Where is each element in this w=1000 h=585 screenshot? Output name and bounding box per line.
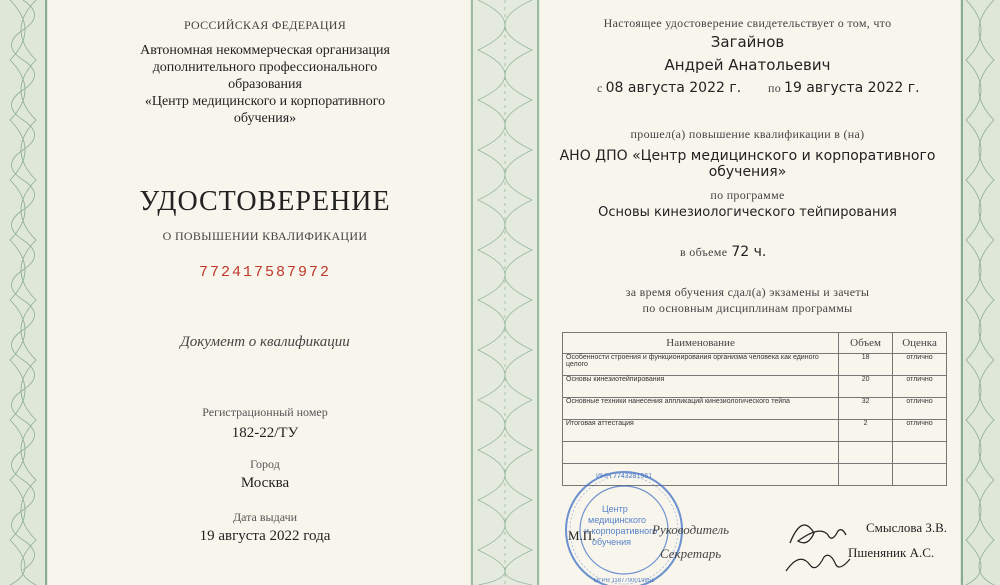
table-header-row (563, 333, 947, 354)
table-row (563, 420, 947, 442)
intro-text: Настоящее удостоверение свидетельствует о том, что (603, 16, 892, 30)
row-hours: 20 (839, 376, 893, 398)
stamp-line: и корпоративного (584, 526, 658, 536)
row-grade: отлично (893, 354, 947, 376)
org-line: «Центр медицинского и корпоративного (144, 94, 386, 109)
head-name: Смыслова З.В. (866, 520, 948, 535)
issue-date-label: Дата выдачи (232, 510, 298, 524)
city-label: Город (250, 457, 280, 471)
table-row (563, 376, 947, 398)
org-line: Автономная некоммерческая организация (140, 43, 390, 58)
left-guilloche-border (0, 0, 48, 585)
passed-text: прошел(а) повышение квалификации в (на) (630, 127, 865, 141)
holder-surname: Загайнов (710, 33, 785, 51)
org-line: образования (228, 77, 302, 92)
row-name: Основные техники нанесения аппликаций кинезиологического тейпа (563, 398, 839, 420)
issue-date-value: 19 августа 2022 года (199, 528, 331, 544)
volume-row (680, 243, 766, 261)
signature-head (780, 505, 860, 580)
org-line: обучения» (233, 111, 297, 126)
header-grade: Оценка (893, 333, 947, 354)
secretary-label: Секретарь (660, 546, 722, 561)
stamp-inn: ИНН 7743281561 (595, 473, 653, 480)
document-title: УДОСТОВЕРЕНИЕ (139, 186, 391, 217)
volume-label: в объеме (680, 245, 728, 259)
country-label: РОССИЙСКАЯ ФЕДЕРАЦИЯ (183, 18, 347, 32)
header-hours: Объем (839, 333, 893, 354)
row-name: Итоговая аттестация (563, 420, 839, 442)
city-value: Москва (240, 475, 290, 491)
row-hours: 2 (839, 420, 893, 442)
exams-line-2: по основным дисциплинам программы (642, 301, 853, 315)
to-date-row (768, 80, 920, 96)
volume-value: 72 ч. (731, 244, 767, 260)
from-date-row (597, 80, 741, 96)
stamp-line: Центр (602, 504, 628, 514)
holder-name: Андрей Анатольевич (664, 56, 831, 74)
header-name: Наименование (563, 333, 839, 354)
row-hours: 32 (839, 398, 893, 420)
stamp-line: обучения (592, 537, 632, 547)
right-guilloche-border (960, 0, 1000, 585)
stamp-ogrn: ОГРН 1187700019951 (593, 578, 655, 584)
certificate-number: 772417587972 (198, 264, 332, 281)
exams-line-1: за время обучения сдал(а) экзамены и зачеты (625, 285, 870, 299)
stamp-line: медицинского (588, 515, 647, 525)
secretary-name: Пшеняник А.С. (848, 545, 935, 560)
center-fold-border (470, 0, 540, 585)
row-grade: отлично (893, 420, 947, 442)
org-line: дополнительного профессионального (152, 60, 378, 75)
row-hours: 18 (839, 354, 893, 376)
program-name: Основы кинезиологического тейпирования (598, 205, 897, 220)
institution-name: АНО ДПО «Центр медицинского и корпоративного обучения» (559, 148, 936, 180)
reg-number-label: Регистрационный номер (202, 405, 328, 419)
seal-place-label: М.П. (568, 528, 596, 543)
to-prefix: по (768, 81, 782, 95)
row-name: Особенности строения и функционирования организма человека как единого целого (563, 354, 839, 376)
organization-name (60, 42, 470, 127)
from-prefix: с (597, 81, 603, 95)
from-date: 08 августа 2022 г. (605, 80, 742, 96)
to-date: 19 августа 2022 г. (784, 80, 920, 96)
table-row (563, 398, 947, 420)
document-type: Документ о квалификации (180, 334, 350, 350)
head-label: Руководитель (652, 522, 730, 537)
document-subtitle: О ПОВЫШЕНИИ КВАЛИФИКАЦИИ (162, 229, 368, 243)
row-grade: отлично (893, 376, 947, 398)
row-grade: отлично (893, 398, 947, 420)
row-name: Основы кинезиотейпирования (563, 376, 839, 398)
program-label: по программе (710, 188, 785, 202)
table-row (563, 354, 947, 376)
reg-number-value: 182-22/ТУ (231, 425, 299, 441)
